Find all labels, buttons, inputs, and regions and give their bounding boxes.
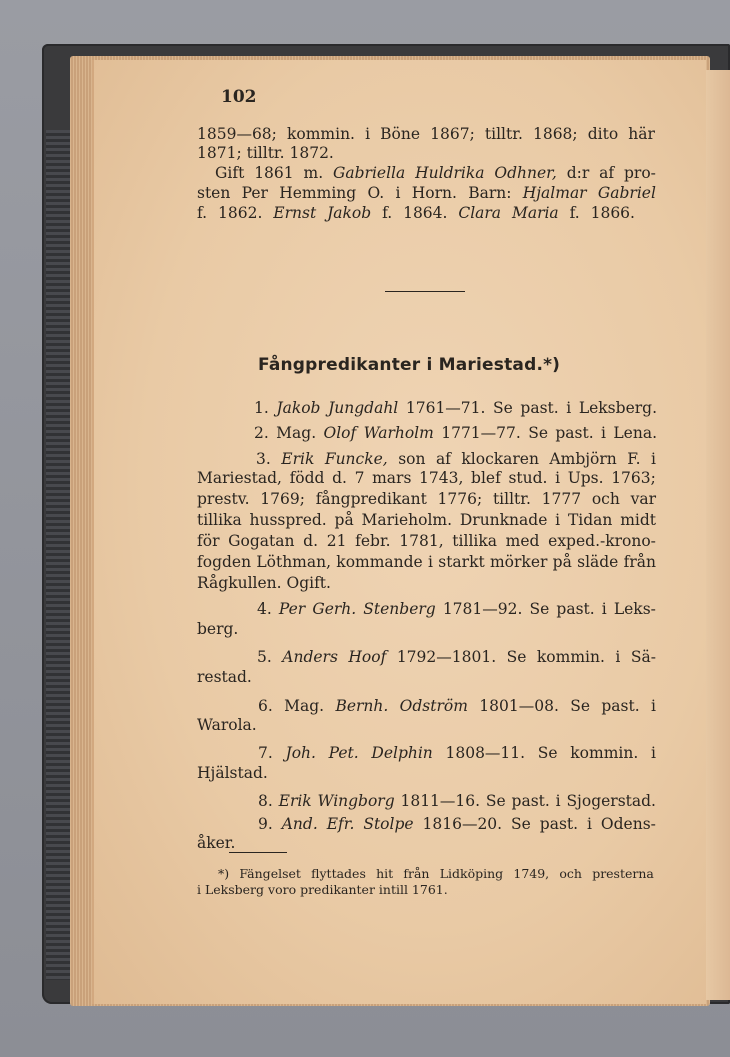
text-run: 2.: [254, 424, 269, 442]
text-run: 1776;: [437, 490, 483, 508]
text-run: Hjälstad.: [197, 764, 268, 782]
text-run: Böne: [380, 125, 421, 143]
italic-name: Funcke,: [324, 450, 388, 468]
text-run: Ambjörn: [549, 450, 617, 468]
text-run: af: [435, 450, 451, 468]
italic-name: Joh.: [285, 744, 316, 762]
text-run: Drunknade: [459, 511, 548, 529]
italic-name: Gabriella: [333, 164, 406, 182]
italic-name: Stolpe: [363, 815, 414, 833]
text-run: från: [403, 866, 430, 881]
text-run: 5.: [257, 648, 272, 666]
text-run: 4.: [257, 600, 272, 618]
text-run: past.: [555, 424, 594, 442]
text-run: son: [398, 450, 426, 468]
italic-name: Gabriel: [597, 184, 656, 202]
section-heading: Fångpredikanter i Mariestad.*): [258, 355, 561, 375]
text-run: tillika: [452, 532, 497, 550]
italic-name: Warholm: [363, 424, 434, 442]
text-run: i: [601, 424, 606, 442]
text-run: 7.: [258, 744, 273, 762]
entry-line: [254, 399, 657, 417]
text-run: 1792—1801.: [396, 648, 497, 666]
text-run: kommin.: [536, 648, 605, 666]
entry-line: [197, 668, 252, 686]
text-run: i: [365, 125, 371, 143]
text-run: prestv.: [197, 490, 250, 508]
text-run: kommin.: [287, 125, 355, 143]
entry-line: [254, 424, 657, 442]
text-run: 1811—16.: [400, 792, 481, 810]
text-run: Lidköping: [439, 866, 504, 881]
text-run: i: [615, 648, 621, 666]
italic-name: Huldrika: [415, 164, 485, 182]
text-run: Se: [506, 648, 527, 666]
italic-name: Clara: [458, 204, 502, 222]
text-run: Barn:: [468, 184, 512, 202]
text-run: f.: [569, 204, 580, 222]
text-run: fogden: [197, 553, 252, 571]
entry-line: [257, 600, 656, 618]
text-run: 1861: [254, 164, 294, 182]
italic-name: Maria: [511, 204, 559, 222]
text-run: var: [630, 490, 656, 508]
text-run: tilltr.: [492, 490, 531, 508]
text-run: kommin.: [570, 744, 639, 762]
text-run: past.: [520, 399, 559, 417]
text-run: 9.: [258, 815, 273, 833]
text-run: i: [651, 697, 656, 715]
italic-name: Hoof: [348, 648, 387, 666]
text-run: f.: [197, 204, 208, 222]
text-run: tillika: [197, 511, 242, 529]
italic-name: Olof: [323, 424, 357, 442]
italic-name: Odhner,: [494, 164, 557, 182]
text-run: kommande: [336, 553, 423, 571]
italic-name: Erik: [278, 792, 312, 810]
text-run: 1801—08.: [479, 697, 559, 715]
text-run: febr.: [355, 532, 391, 550]
text-run: stud.: [508, 469, 548, 487]
italic-name: Per: [278, 600, 306, 618]
text-run: af: [599, 164, 615, 182]
text-run: 1864.: [403, 204, 448, 222]
entry-line: [258, 744, 656, 762]
text-run: Marieholm.: [361, 511, 453, 529]
entry-line: [257, 648, 656, 666]
entry-line: [258, 815, 656, 833]
text-run: Leksberg.: [578, 399, 657, 417]
text-run: 8.: [258, 792, 273, 810]
text-run: tilltr.: [484, 125, 523, 143]
entry-line: [197, 511, 656, 529]
italic-name: Efr.: [326, 815, 355, 833]
text-run: husspred.: [249, 511, 327, 529]
entry-line: [197, 532, 656, 550]
text-run: presterna: [592, 866, 654, 881]
text-run: past.: [539, 815, 579, 833]
intro-line: [197, 184, 656, 202]
italic-name: Stenberg: [363, 600, 436, 618]
entry-line: [197, 764, 268, 782]
text-run: född: [289, 469, 325, 487]
text-run: Sä-: [630, 648, 656, 666]
text-run: Se: [528, 424, 548, 442]
text-run: Mag.: [284, 697, 325, 715]
italic-name: Bernh.: [335, 697, 389, 715]
text-run: här: [628, 125, 655, 143]
text-run: Sjogerstad.: [566, 792, 656, 810]
text-run: Ups.: [567, 469, 604, 487]
text-run: på: [334, 511, 354, 529]
italic-name: Jakob: [327, 204, 372, 222]
entry-line: [197, 716, 257, 734]
text-run: i: [555, 511, 561, 529]
text-run: 1769;: [260, 490, 305, 508]
text-run: midt: [620, 511, 656, 529]
italic-name: Erik: [281, 450, 315, 468]
entry-line: [258, 792, 656, 810]
text-run: d.: [303, 532, 319, 550]
text-run: Se: [511, 815, 531, 833]
text-run: i: [395, 184, 401, 202]
text-run: Löthman,: [256, 553, 332, 571]
text-run: i Leksberg voro predikanter intill 1761.: [197, 882, 448, 897]
italic-name: Anders: [282, 648, 338, 666]
text-run: O.: [367, 184, 385, 202]
text-run: i: [587, 815, 592, 833]
text-run: 6.: [258, 697, 273, 715]
text-run: i: [601, 600, 607, 618]
text-run: 1771—77.: [441, 424, 521, 442]
text-run: f.: [382, 204, 393, 222]
text-run: 1871; tilltr. 1872.: [197, 144, 334, 162]
text-run: Hemming: [279, 184, 357, 202]
text-run: mars: [372, 469, 412, 487]
text-run: Rågkullen. Ogift.: [197, 574, 331, 592]
text-run: 3.: [256, 450, 271, 468]
text-run: flyttades: [311, 866, 366, 881]
text-run: 1816—20.: [422, 815, 503, 833]
text-run: 21: [326, 532, 347, 550]
intro-line: [197, 125, 655, 143]
text-run: 1866.: [590, 204, 635, 222]
text-run: Horn.: [411, 184, 457, 202]
text-run: och: [591, 490, 620, 508]
text-run: berg.: [197, 620, 239, 638]
italic-name: Delphin: [371, 744, 433, 762]
footnote-line: [197, 882, 448, 897]
text-run: *): [218, 866, 230, 881]
text-run: Se: [485, 792, 506, 810]
text-run: past.: [511, 792, 550, 810]
text-run: Mariestad,: [197, 469, 282, 487]
text-run: 1808—11.: [445, 744, 526, 762]
footnote-rule: [229, 852, 287, 853]
entry-line: [197, 490, 656, 508]
italic-name: Jakob: [276, 399, 321, 417]
entry-line: [197, 469, 656, 487]
italic-name: Ernst: [273, 204, 317, 222]
entry-line: [197, 620, 238, 638]
text-run: 1781,: [399, 532, 444, 550]
entry-line: [258, 697, 656, 715]
text-run: Odens-: [600, 815, 656, 833]
text-run: Per: [241, 184, 268, 202]
text-run: Leks-: [613, 600, 656, 618]
text-run: Mag.: [276, 424, 317, 442]
text-run: Se: [493, 399, 513, 417]
text-run: i: [650, 450, 656, 468]
text-run: Se: [537, 744, 558, 762]
text-run: mörker: [489, 553, 548, 571]
text-run: dito: [587, 125, 619, 143]
italic-name: Wingborg: [317, 792, 395, 810]
text-run: d:r: [566, 164, 590, 182]
text-run: från: [623, 553, 656, 571]
text-run: 1763;: [611, 469, 656, 487]
intro-line: [197, 144, 334, 162]
text-run: 1749,: [513, 866, 550, 881]
text-run: fångpredikant: [315, 490, 427, 508]
text-run: 1761—71.: [405, 399, 486, 417]
text-run: 1859—68;: [197, 125, 277, 143]
text-run: för: [197, 532, 220, 550]
text-run: och: [559, 866, 582, 881]
text-run: i: [555, 469, 561, 487]
italic-name: Pet.: [328, 744, 359, 762]
italic-name: And.: [281, 815, 318, 833]
text-run: hit: [376, 866, 394, 881]
entry-line: [256, 450, 656, 468]
text-run: pro-: [623, 164, 656, 182]
intro-line: [197, 204, 635, 222]
page-number: 102: [221, 87, 257, 107]
italic-name: Gerh.: [312, 600, 357, 618]
text-run: Fängelset: [239, 866, 301, 881]
entry-line: [197, 834, 235, 852]
italic-name: Hjalmar: [522, 184, 587, 202]
entry-line: [197, 574, 331, 592]
text-run: i: [428, 553, 433, 571]
text-run: 1868;: [532, 125, 578, 143]
text-run: Warola.: [197, 716, 257, 734]
text-run: sten: [197, 184, 231, 202]
text-run: past.: [556, 600, 595, 618]
text-run: restad.: [197, 668, 252, 686]
text-run: F.: [627, 450, 641, 468]
text-run: exped.-krono-: [548, 532, 656, 550]
text-run: blef: [471, 469, 501, 487]
text-run: åker.: [197, 834, 236, 852]
text-run: past.: [601, 697, 640, 715]
intro-line: [215, 164, 656, 182]
text-run: d.: [332, 469, 347, 487]
text-run: 1862.: [218, 204, 263, 222]
italic-name: Odström: [399, 697, 468, 715]
text-run: Se: [570, 697, 591, 715]
text-run: Tidan: [567, 511, 613, 529]
italic-name: Jungdahl: [328, 399, 399, 417]
text-run: Gift: [215, 164, 245, 182]
text-run: Se: [529, 600, 550, 618]
footnote-line: [218, 866, 654, 881]
entry-line: [197, 553, 656, 571]
text-run: 1743,: [419, 469, 464, 487]
text-run: 1777: [541, 490, 582, 508]
text-run: 1.: [254, 399, 269, 417]
text-run: Gogatan: [228, 532, 295, 550]
text-run: 1867;: [430, 125, 475, 143]
text-run: med: [505, 532, 540, 550]
text-run: på: [552, 553, 572, 571]
text-run: släde: [577, 553, 619, 571]
text-run: i: [566, 399, 572, 417]
text-run: m.: [303, 164, 324, 182]
text-run: 7: [354, 469, 365, 487]
text-run: starkt: [438, 553, 485, 571]
text-run: klockaren: [461, 450, 539, 468]
text-run: i: [555, 792, 561, 810]
text-run: Lena.: [613, 424, 657, 442]
text-run: 1781—92.: [442, 600, 523, 618]
text-run: i: [650, 744, 656, 762]
section-divider: [385, 291, 465, 292]
